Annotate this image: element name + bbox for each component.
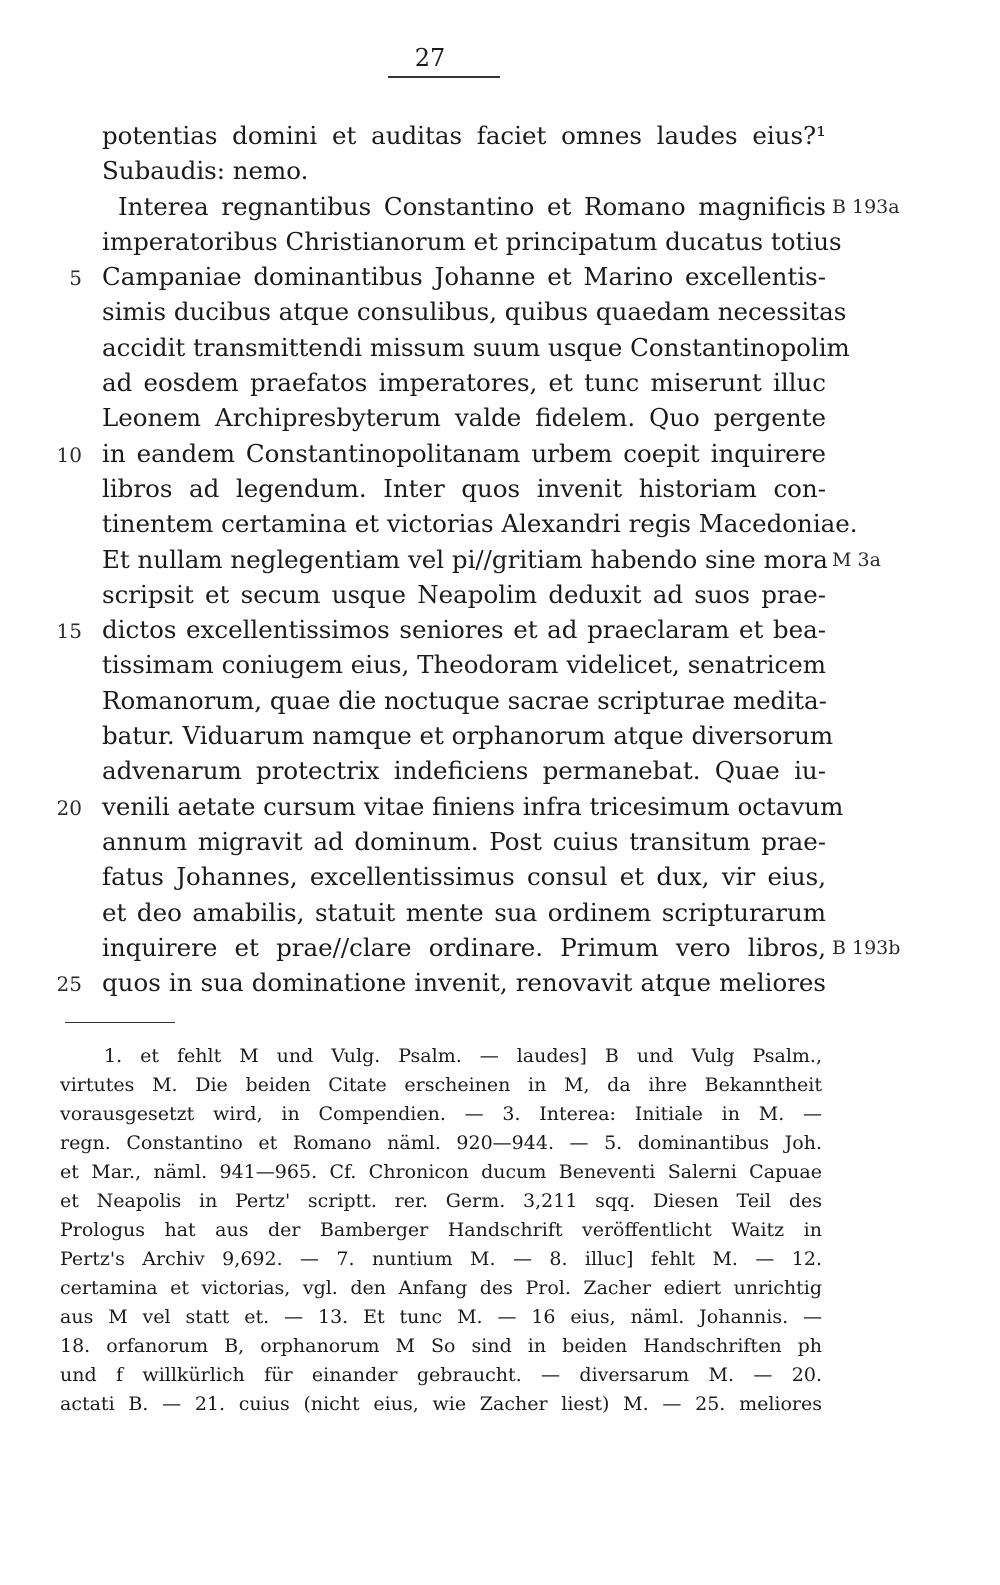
footnote-line: Prologus hat aus der Bamberger Handschrift veröffentlicht Waitz in: [60, 1219, 822, 1241]
text-line: accidit transmittendi missum suum usque Constantinopolim: [102, 332, 850, 362]
text-line: tissimam coniugem eius, Theodoram videlicet, senatricem: [102, 650, 826, 680]
footnote-line: virtutes M. Die beiden Citate erscheinen in M, da ihre Bekanntheit: [60, 1074, 822, 1096]
text-line: venili aetate cursum vitae finiens infra tricesimum octavum: [102, 791, 844, 821]
line-number: 25: [56, 972, 82, 997]
text-line: ad eosdem praefatos imperatores, et tunc miserunt illuc: [102, 368, 826, 398]
text-line: in eandem Constantinopolitanam urbem coepit inquirere: [102, 438, 826, 468]
text-line: tinentem certamina et victorias Alexandri regis Macedoniae.: [102, 509, 858, 539]
text-line: scripsit et secum usque Neapolim deduxit ad suos prae-: [102, 579, 826, 609]
text-line: fatus Johannes, excellentissimus consul et dux, vir eius,: [102, 862, 826, 892]
footnote-line: aus M vel statt et. — 13. Et tunc M. — 16 eius, näml. Johannis. —: [60, 1306, 822, 1328]
line-number: 5: [69, 266, 82, 291]
text-line: advenarum protectrix indeficiens permanebat. Quae iu-: [102, 756, 826, 786]
footnote-line: und f willkürlich für einander gebraucht. — diversarum M. — 20.: [60, 1364, 822, 1386]
text-line: annum migravit ad dominum. Post cuius transitum prae-: [102, 826, 826, 856]
footnote-rule: [65, 1022, 175, 1023]
footnote-line: actati B. — 21. cuius (nicht eius, wie Zacher liest) M. — 25. meliores: [60, 1393, 822, 1415]
text-line: libros ad legendum. Inter quos invenit historiam con-: [102, 473, 826, 503]
page-number: 27: [414, 44, 446, 72]
text-line: quos in sua dominatione invenit, renovavit atque meliores: [102, 968, 826, 998]
text-line: simis ducibus atque consulibus, quibus quaedam necessitas: [102, 297, 847, 327]
text-line: Subaudis: nemo.: [102, 156, 309, 186]
text-line: potentias domini et auditas faciet omnes laudes eius?¹: [102, 121, 826, 150]
text-line: Et nullam neglegentiam vel pi//gritiam habendo sine mora: [102, 544, 828, 574]
footnote-line: vorausgesetzt wird, in Compendien. — 3. Interea: Initiale in M. —: [60, 1103, 822, 1125]
line-number: 20: [56, 795, 82, 820]
line-number: 10: [56, 442, 82, 467]
footnote-line: 18. orfanorum B, orphanorum M So sind in beiden Handschriften ph: [60, 1335, 822, 1357]
footnote-line: Pertz's Archiv 9,692. — 7. nuntium M. — 8. illuc] fehlt M. — 12.: [60, 1248, 822, 1270]
line-number: 15: [56, 619, 82, 644]
footnote-line: certamina et victorias, vgl. den Anfang des Prol. Zacher ediert unrichtig: [60, 1277, 822, 1299]
text-line: inquirere et prae//clare ordinare. Primum vero libros,: [102, 932, 826, 962]
footnotes: [60, 1042, 822, 1419]
text-line: dictos excellentissimos seniores et ad praeclaram et bea-: [102, 615, 826, 645]
manuscript-reference: B 193a: [832, 195, 900, 218]
text-line: et deo amabilis, statuit mente sua ordinem scripturarum: [102, 897, 826, 927]
manuscript-reference: M 3a: [832, 548, 881, 571]
text-line: Interea regnantibus Constantino et Romano magnificis: [118, 191, 826, 221]
text-line: Leonem Archipresbyterum valde fidelem. Quo pergente: [102, 403, 826, 433]
footnote-line: et Neapolis in Pertz' scriptt. rer. Germ. 3,211 sqq. Diesen Teil des: [60, 1190, 822, 1212]
footnote-line: et Mar., näml. 941—965. Cf. Chronicon ducum Beneventi Salerni Capuae: [60, 1161, 822, 1183]
manuscript-reference: B 193b: [832, 936, 901, 959]
text-line: Campaniae dominantibus Johanne et Marino excellentis-: [102, 262, 826, 292]
footnote-line: regn. Constantino et Romano näml. 920—944. — 5. dominantibus Joh.: [60, 1132, 822, 1154]
header-rule: [388, 76, 500, 78]
text-line: batur. Viduarum namque et orphanorum atque diversorum: [102, 721, 834, 751]
text-line: Romanorum, quae die noctuque sacrae scripturae medita-: [102, 685, 827, 715]
footnote-line: 1. et fehlt M und Vulg. Psalm. — laudes] B und Vulg Psalm.,: [104, 1045, 822, 1067]
text-line: imperatoribus Christianorum et principatum ducatus totius: [102, 226, 842, 256]
